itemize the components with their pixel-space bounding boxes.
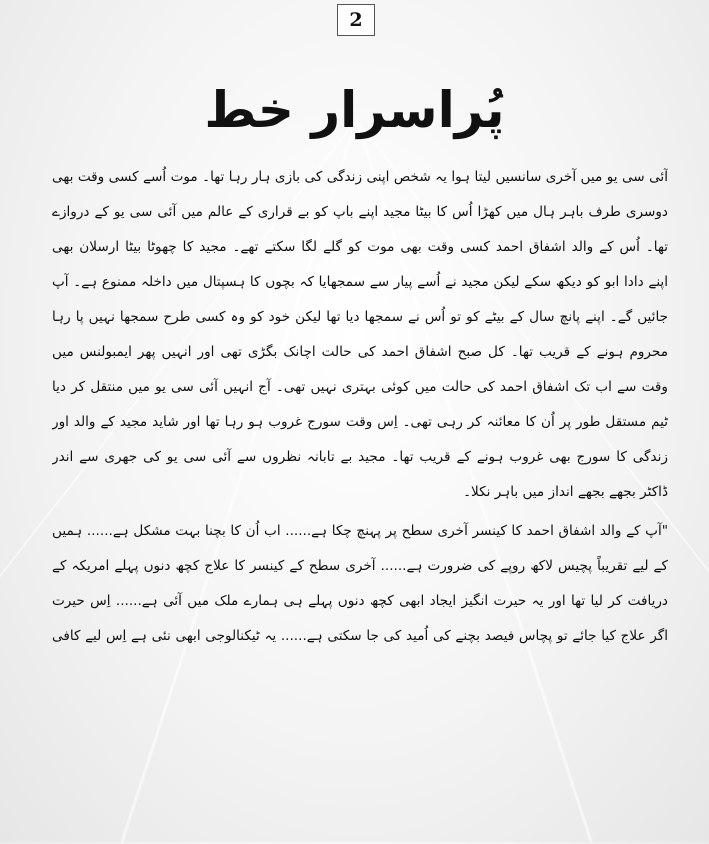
text-line: محروم ہونے کے قریب تھا۔ کل صبح اشفاق احمد کی حالت اچانک بگڑی تھی اور انہیں پھر ایمبولنس میں	[52, 344, 668, 360]
text-line: ڈاکٹر بجھے بجھے انداز میں باہر نکلا۔	[463, 484, 668, 500]
text-line: کے لیے تقریباً پچیس لاکھ روپے کی ضرورت ہے...... آخری سطح کے کینسر کا علاج کچھ دنوں پہلے امریکہ کے	[52, 558, 668, 574]
text-line: ٹیم مستقل طور پر اُن کا معائنہ کر رہی تھی۔ اِس وقت سورج غروب ہو رہا تھا اور شاید مجید کے والد اور	[52, 414, 668, 430]
text-line: وقت سے اب تک اشفاق احمد کی حالت میں کوئی بہتری نہیں تھی۔ آج انہیں آئی سی یو میں منتقل کر دیا	[52, 379, 668, 395]
page-number: 2	[337, 4, 375, 36]
text-line: زندگی کا سورج بھی غروب ہونے کے قریب تھا۔ مجید بے تابانہ نظروں سے آئی سی یو کی جھری سے اندر	[52, 449, 668, 465]
story-body	[52, 160, 668, 654]
text-line: اپنے دادا ابو کو دیکھ سکے لیکن مجید نے اُسے پیار سے سمجھایا کہ بچوں کا ہسپتال میں داخلہ ممنوع ہے۔ آپ	[52, 274, 668, 290]
text-line: آئی سی یو میں آخری سانسیں لیتا ہوا یہ شخص اپنی زندگی کی بازی ہار رہا تھا۔ موت اُسے کسی وقت بھی	[52, 169, 668, 185]
text-line: دریافت کر لیا تھا اور یہ حیرت انگیز ایجاد ابھی کچھ دنوں پہلے ہی ہمارے ملک میں آئی ہے...... اِس حیرت	[52, 593, 668, 609]
text-line: "آپ کے والد اشفاق احمد کا کینسر آخری سطح پر پہنچ چکا ہے...... اب اُن کا بچنا بہت مشکل ہے...... ہمیں	[52, 523, 668, 539]
text-line: تھا۔ اُس کے والد اشفاق احمد کسی وقت بھی موت کو گلے لگا سکتے تھے۔ مجید کا چھوٹا بیٹا ارسلان بھی	[52, 239, 668, 255]
text-line: اگر علاج کیا جائے تو پچاس فیصد بچنے کی اُمید کی جا سکتی ہے...... یہ ٹیکنالوجی ابھی نئی ہے اِس لیے کافی	[52, 628, 668, 644]
chapter-title: پُراسرار خط	[204, 81, 505, 139]
text-line: جائیں گے۔ اپنے پانچ سال کے بیٹے کو تو اُس نے سمجھا دیا تھا لیکن خود کو وہ کسی طرح سمجھا نہیں پا رہا	[52, 309, 668, 325]
text-line: دوسری طرف باہر ہال میں کھڑا اُس کا بیٹا مجید اپنے باپ کو بے قراری کے عالم میں آئی سی یو کے دروازے	[52, 204, 668, 220]
